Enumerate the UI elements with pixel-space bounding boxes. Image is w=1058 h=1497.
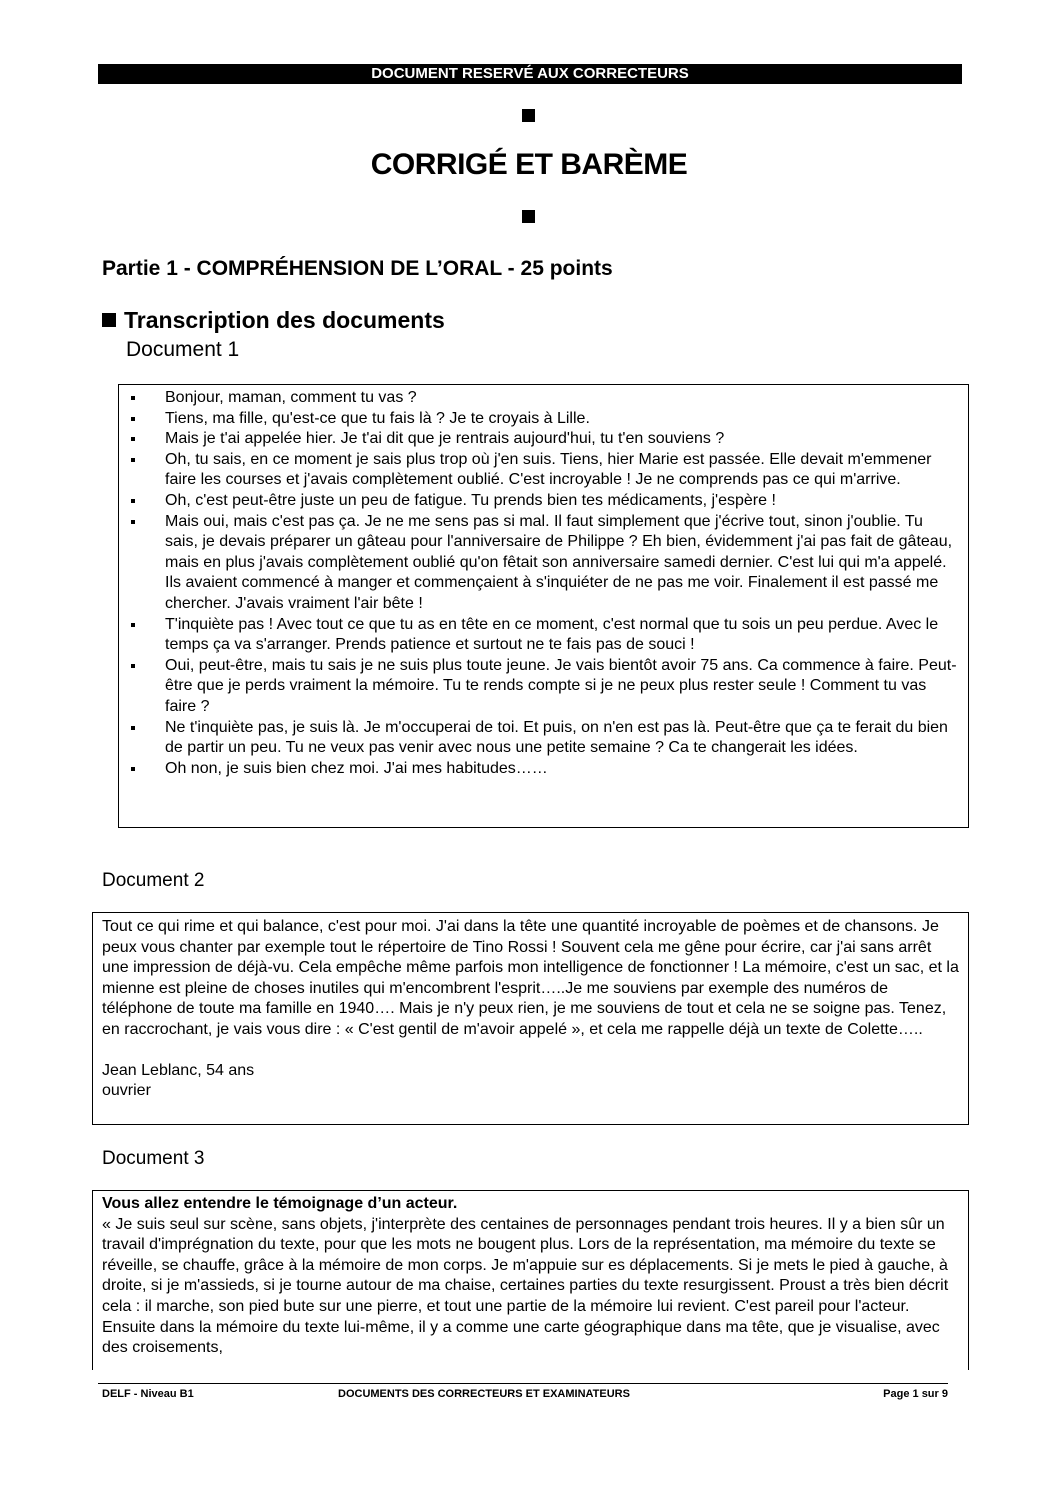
document-2-signature-job: ouvrier xyxy=(102,1082,151,1100)
dialogue-line: Oh non, je suis bien chez moi. J'ai mes habitudes…… xyxy=(127,759,960,780)
square-bullet-icon xyxy=(522,210,535,223)
footer-divider xyxy=(98,1383,948,1384)
dialogue-line: Oh, c'est peut-être juste un peu de fatigue. Tu prends bien tes médicaments, j'espère ! xyxy=(127,491,960,512)
page-number: Page 1 sur 9 xyxy=(883,1388,948,1400)
document-2-label: Document 2 xyxy=(102,870,205,891)
document-3-label: Document 3 xyxy=(102,1148,205,1169)
section-heading xyxy=(102,307,445,334)
document-3-text: « Je suis seul sur scène, sans objets, j'interprète des centaines de personnages pendant trois heures. Il y a bien sûr un travail d'imprégnation du texte, pour que les mots ne bougent plus. Lors de la représentation, ma mémoire du texte se réveille, se chauffe, grâce à la mémoire de mon corps. Je m'appuie sur es déplacements. Si je mets le pied à gauche, à droite, si je m'assieds, si je tourne autour de ma chaise, certaines parties du texte resurgissent. Proust a très bien décrit cela : il marche, son pied bute sur une pierre, et tout une partie de la mémoire lui revient. C'est pareil pour l'acteur. Ensuite dans la mémoire du texte lui-même, il y a comme une carte géographique dans ma tête, que je visualise, avec des croisements, xyxy=(102,1215,949,1357)
dialogue-line: Mais oui, mais c'est pas ça. Je ne me sens pas si mal. Il faut simplement que j'écrive tout, sinon j'oublie. Tu sais, je devais préparer un gâteau pour l'anniversaire de Philippe ? Eh bien, évidemment j'ai pas fait de gâteau, mais en plus j'avais complètement oublié qu'on fêtait son anniversaire samedi dernier. C'est lui qui m'a appelé. Ils avaient commencé à manger et commençaient à s'inquiéter de ne pas me voir. Finalement il est passé me chercher. J'avais vraiment l'air bête ! xyxy=(127,512,960,615)
page-title: CORRIGÉ ET BARÈME xyxy=(370,148,688,181)
footer-center: DOCUMENTS DES CORRECTEURS ET EXAMINATEURS xyxy=(338,1388,630,1400)
document-1-label: Document 1 xyxy=(126,338,240,361)
document-3-transcript xyxy=(92,1190,969,1370)
dialogue-line: Mais je t'ai appelée hier. Je t'ai dit que je rentrais aujourd'hui, tu t'en souviens ? xyxy=(127,429,960,450)
document-1-transcript xyxy=(118,384,969,828)
dialogue-list xyxy=(127,388,960,779)
square-bullet-icon xyxy=(522,109,535,122)
dialogue-line: Oui, peut-être, mais tu sais je ne suis plus toute jeune. Je vais bientôt avoir 75 ans. Ca commence à faire. Peut-être que je perds vraiment la mémoire. Tu te rends compte si je ne peux plus rester seule ! Comment tu vas faire ? xyxy=(127,656,960,718)
section-heading-text: Transcription des documents xyxy=(124,307,445,333)
document-2-text: Tout ce qui rime et qui balance, c'est pour moi. J'ai dans la tête une quantité incroyable de poèmes et de chansons. Je peux vous chanter par exemple tout le répertoire de Tino Rossi ! Souvent cela me gêne pour écrire, car j'ai sans arrêt une impression de déjà-vu. Cela empêche même parfois mon intelligence de fonctionner ! La mémoire, c'est un sac, et la mienne est pleine de choses inutiles qui m'encombrent l'esprit…..Je me souviens par exemple des numéros de téléphone de toute ma famille en 1940…. Mais je n'y peux rien, je me souviens de tout et cela ne se soigne pas. Tenez, en raccrochant, je vais vous dire : « C'est gentil de m'avoir appelé », et cela me rappelle déjà un texte de Colette….. xyxy=(102,918,959,1038)
footer-level: DELF - Niveau B1 xyxy=(102,1388,194,1400)
reserved-banner: DOCUMENT RESERVÉ AUX CORRECTEURS xyxy=(98,64,962,84)
dialogue-line: Bonjour, maman, comment tu vas ? xyxy=(127,388,960,409)
document-2-signature-name: Jean Leblanc, 54 ans xyxy=(102,1061,255,1079)
square-bullet-icon xyxy=(102,313,116,327)
dialogue-line: Ne t'inquiète pas, je suis là. Je m'occuperai de toi. Et puis, on n'en est pas là. Peut-être que ça te ferait du bien de partir un peu. Tu ne veux pas venir avec nous une petite semaine ? Ca te changerait les idées. xyxy=(127,718,960,759)
dialogue-line: Tiens, ma fille, qu'est-ce que tu fais là ? Je te croyais à Lille. xyxy=(127,409,960,430)
document-3-lead: Vous allez entendre le témoignage d’un acteur. xyxy=(102,1195,458,1212)
dialogue-line: Oh, tu sais, en ce moment je sais plus trop où j'en suis. Tiens, hier Marie est passée. Elle devait m'emmener faire les courses et j'avais complètement oublié. C'est incroyable ! Je ne comprends pas ce qui m'arrive. xyxy=(127,450,960,491)
document-2-transcript xyxy=(92,912,969,1125)
part-heading: Partie 1 - COMPRÉHENSION DE L’ORAL - 25 points xyxy=(102,257,613,280)
dialogue-line: T'inquiète pas ! Avec tout ce que tu as en tête en ce moment, c'est normal que tu sois un peu perdue. Avec le temps ça va s'arranger. Prends patience et surtout ne te fais pas de souci ! xyxy=(127,615,960,656)
